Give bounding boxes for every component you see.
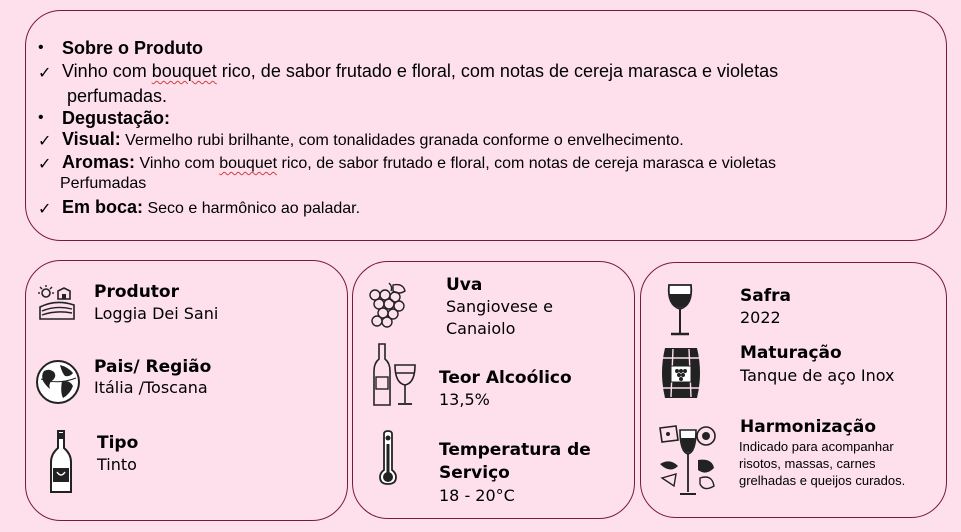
pairing-text-line3: grelhadas e queijos curados.: [739, 473, 906, 488]
grape-label: Uva: [446, 275, 483, 295]
pairing-text-line2: risotos, massas, carnes: [739, 456, 876, 471]
visual-note: Visual: Vermelho rubi brilhante, com tonalidades granada conforme o envelhecimento.: [62, 129, 684, 149]
vintage-label: Safra: [740, 286, 791, 306]
food-pairing-icon: [656, 422, 718, 498]
mouth-note: Em boca: Seco e harmônico ao paladar.: [62, 197, 361, 217]
type-label: Tipo: [97, 433, 139, 453]
wine-glass-icon: [666, 283, 694, 337]
check-icon: ✓: [38, 156, 52, 173]
producer-value: Loggia Dei Sani: [94, 304, 219, 323]
product-description: Vinho com bouquet rico, de sabor frutado e floral, com notas de cereja marasca e violetas: [62, 61, 779, 81]
maturation-value: Tanque de aço Inox: [740, 366, 895, 385]
country-region-value: Itália /Toscana: [94, 378, 208, 397]
serving-temp-value: 18 - 20°C: [439, 486, 515, 505]
maturation-label: Maturação: [740, 343, 842, 363]
product-description-cont: perfumadas.: [67, 86, 168, 106]
check-icon: ✓: [38, 201, 52, 218]
alcohol-content-label: Teor Alcoólico: [439, 368, 572, 388]
vintage-value: 2022: [740, 308, 781, 327]
vineyard-icon: [38, 285, 76, 321]
heading-tasting: Degustação:: [62, 108, 171, 128]
grapes-icon: [367, 281, 409, 329]
wine-bottle-icon: [49, 430, 73, 494]
globe-icon: [35, 359, 81, 405]
serving-temp-label-line2: Serviço: [439, 463, 510, 483]
pairing-text-line1: Indicado para acompanhar: [739, 439, 894, 454]
pairing-label: Harmonização: [740, 417, 876, 437]
producer-label: Produtor: [94, 282, 179, 302]
serving-temp-label-line1: Temperatura de: [439, 440, 591, 460]
check-icon: ✓: [38, 133, 52, 150]
bullet-marker: •: [38, 39, 44, 56]
grape-value-line1: Sangiovese e: [446, 297, 553, 316]
grape-value-line2: Canaiolo: [446, 319, 516, 338]
aromas-note: Aromas: Vinho com bouquet rico, de sabor frutado e floral, com notas de cereja marasca e violetas: [62, 152, 776, 172]
country-region-label: Pais/ Região: [94, 357, 212, 377]
bottle-and-glass-icon: [373, 343, 417, 407]
bullet-marker: •: [38, 109, 44, 126]
alcohol-content-value: 13,5%: [439, 390, 490, 409]
aromas-note-cont: Perfumadas: [60, 175, 147, 192]
barrel-icon: [659, 346, 703, 400]
thermometer-icon: [378, 430, 398, 486]
check-icon: ✓: [38, 65, 52, 82]
type-value: Tinto: [97, 455, 137, 474]
heading-about-product: Sobre o Produto: [62, 38, 203, 58]
